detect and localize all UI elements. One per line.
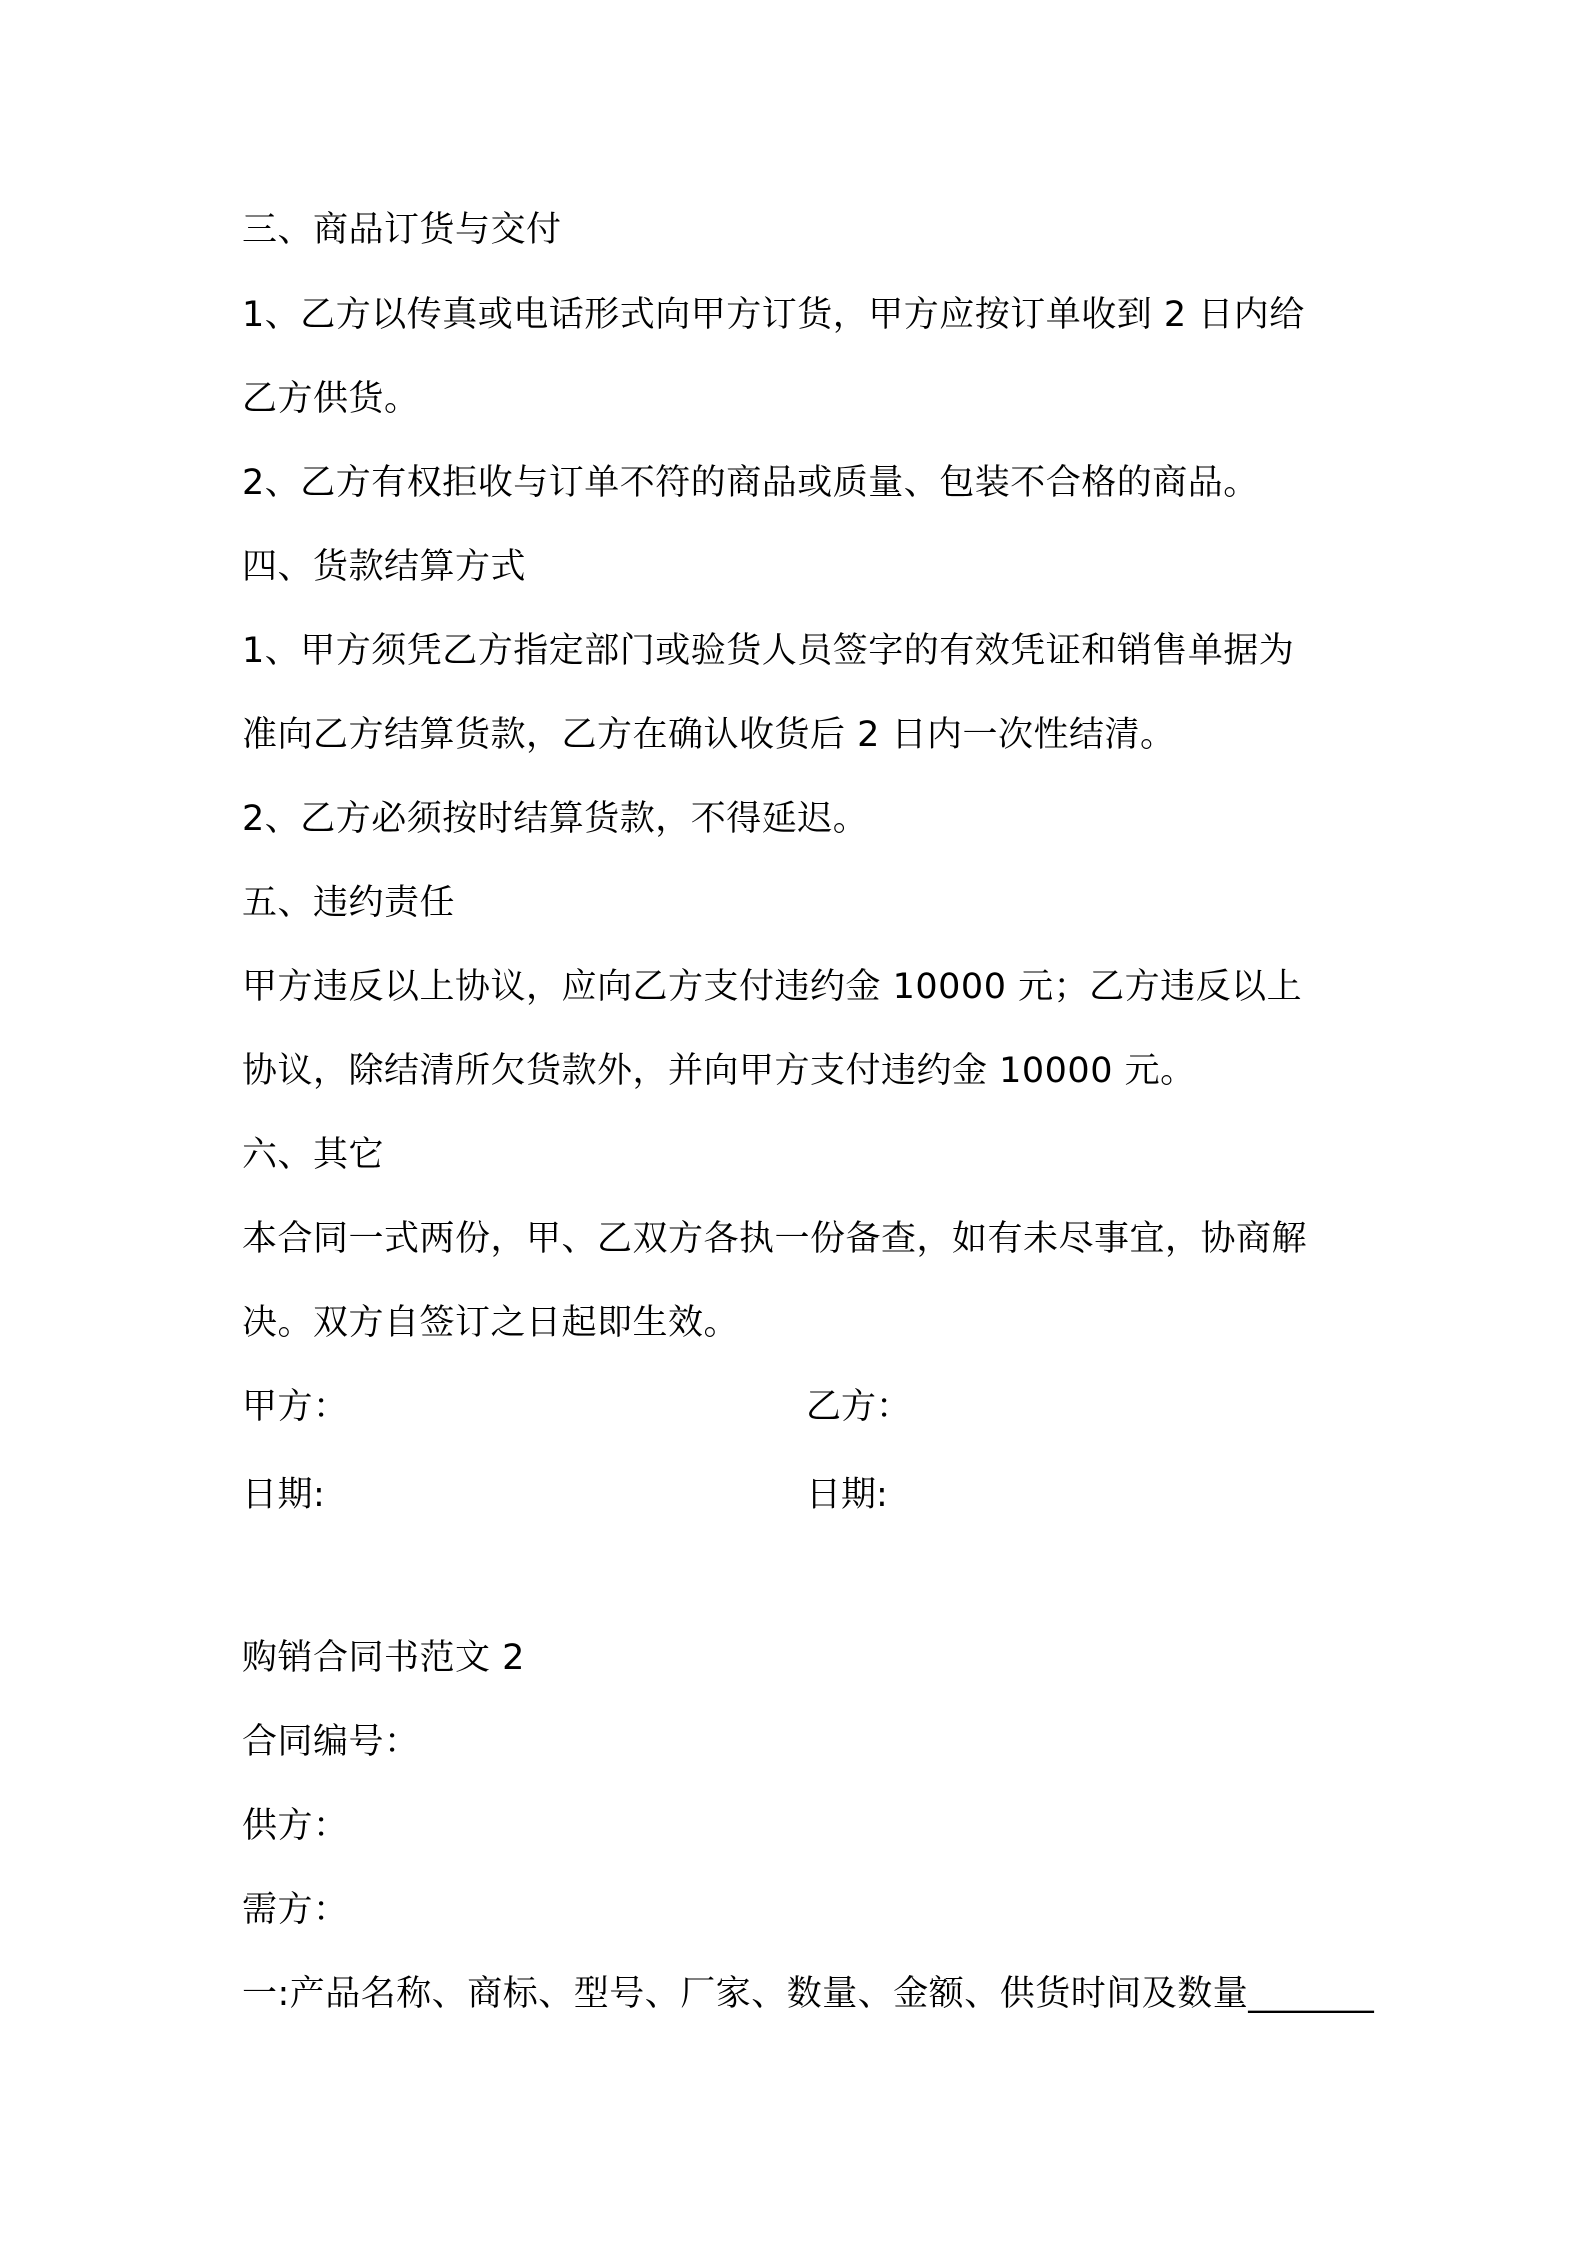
party-b-label: 乙方：	[806, 1387, 912, 1427]
date-a-label: 日期:	[242, 1475, 326, 1515]
contract-number-label: 合同编号：	[242, 1722, 420, 1762]
supplier-label: 供方：	[242, 1806, 349, 1846]
paragraph-line: 本合同一式两份，甲、乙双方各执一份备查，如有未尽事宜，协商解	[242, 1219, 1308, 1259]
section-heading-4: 四、货款结算方式	[242, 547, 527, 587]
section-heading-3: 三、商品订货与交付	[242, 210, 562, 250]
paragraph-line: 1、甲方须凭乙方指定部门或验货人员签字的有效凭证和销售单据为	[242, 631, 1295, 671]
clause-one-line: 一:产品名称、商标、型号、厂家、数量、金额、供货时间及数量_______	[242, 1974, 1375, 2014]
paragraph-line: 协议，除结清所欠货款外，并向甲方支付违约金 10000 元。	[242, 1051, 1196, 1091]
paragraph-line: 准向乙方结算货款，乙方在确认收货后 2 日内一次性结清。	[242, 715, 1176, 755]
paragraph-line: 乙方供货。	[242, 379, 420, 419]
section-heading-5: 五、违约责任	[242, 883, 456, 923]
section-heading-6: 六、其它	[242, 1135, 385, 1175]
paragraph-line: 决。双方自签订之日起即生效。	[242, 1303, 740, 1343]
paragraph-line: 1、乙方以传真或电话形式向甲方订货，甲方应按订单收到 2 日内给	[242, 295, 1305, 335]
paragraph-line: 2、乙方必须按时结算货款，不得延迟。	[242, 799, 869, 839]
buyer-label: 需方：	[242, 1890, 349, 1930]
party-a-label: 甲方：	[242, 1387, 349, 1427]
date-b-label: 日期:	[806, 1475, 888, 1515]
paragraph-line: 甲方违反以上协议，应向乙方支付违约金 10000 元；乙方违反以上	[242, 967, 1303, 1007]
paragraph-line: 2、乙方有权拒收与订单不符的商品或质量、包装不合格的商品。	[242, 463, 1259, 503]
second-contract-title: 购销合同书范文 2	[242, 1638, 525, 1678]
